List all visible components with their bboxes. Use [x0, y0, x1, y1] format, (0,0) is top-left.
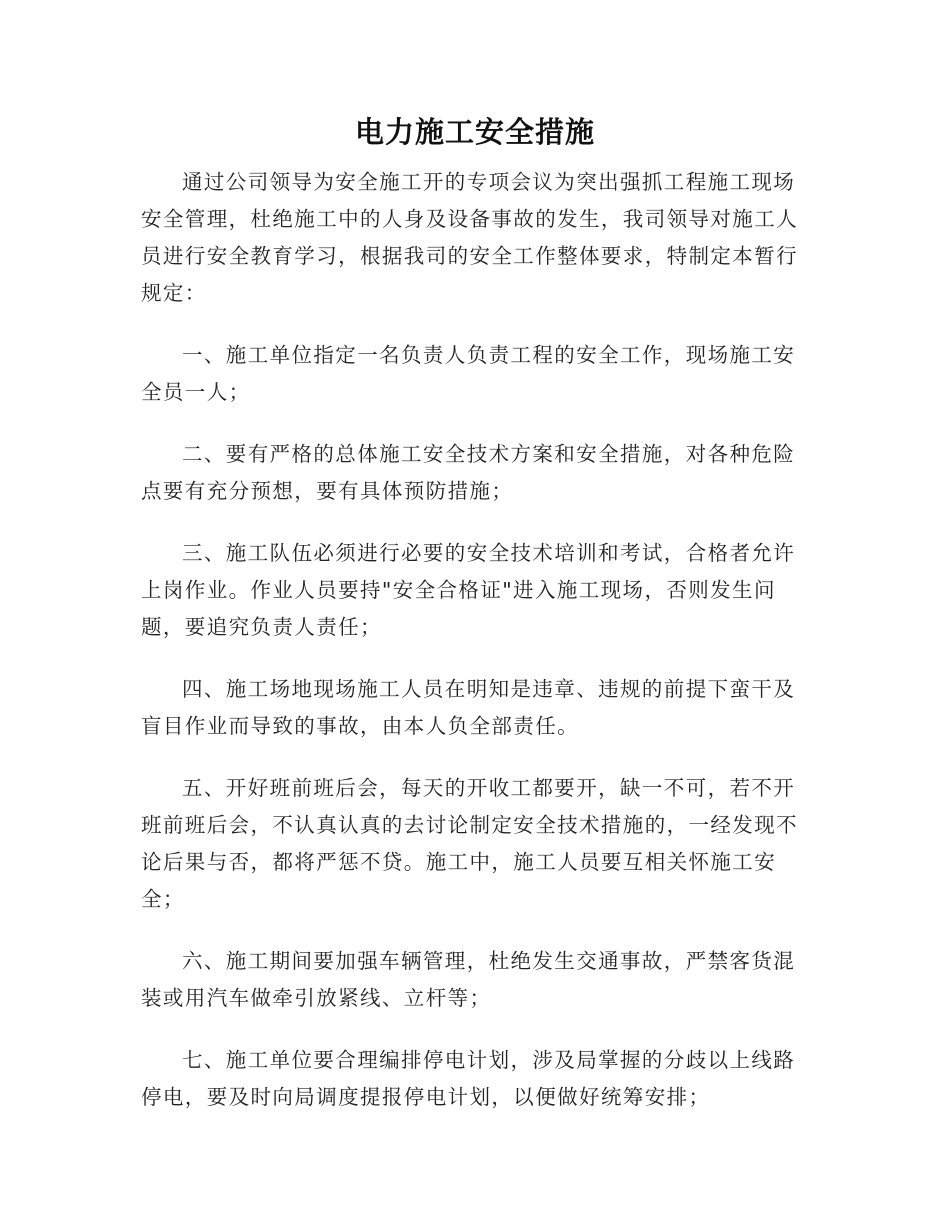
- clause-1-paragraph: 一、施工单位指定一名负责人负责工程的安全工作，现场施工安全员一人；: [141, 343, 796, 404]
- document-body: [141, 164, 803, 1141]
- clause-3-paragraph: 三、施工队伍必须进行必要的安全技术培训和考试，合格者允许上岗作业。作业人员要持"安全合格证"进入施工现场，否则发生问题，要追究负责人责任；: [141, 541, 796, 639]
- intro-paragraph: 通过公司领导为安全施工开的专项会议为突出强抓工程施工现场安全管理，杜绝施工中的人身及设备事故的发生，我司领导对施工人员进行安全教育学习，根据我司的安全工作整体要求，特制定本暂行规定：: [141, 170, 798, 305]
- document-title: 电力施工安全措施: [354, 115, 595, 149]
- clause-5-paragraph: 五、开好班前班后会，每天的开收工都要开，缺一不可，若不开班前班后会，不认真认真的去讨论制定安全技术措施的，一经发现不论后果与否，都将严惩不贷。施工中，施工人员要互相关怀施工安全；: [141, 776, 798, 911]
- clause-2-paragraph: 二、要有严格的总体施工安全技术方案和安全措施，对各种危险点要有充分预想，要有具体预防措施；: [141, 442, 796, 503]
- clause-6-paragraph: 六、施工期间要加强车辆管理，杜绝发生交通事故，严禁客货混装或用汽车做牵引放紧线、立杆等；: [141, 949, 796, 1010]
- clause-4-paragraph: 四、施工场地现场施工人员在明知是违章、违规的前提下蛮干及盲目作业而导致的事故，由本人负全部责任。: [141, 677, 796, 738]
- clause-7-paragraph: 七、施工单位要合理编排停电计划，涉及局掌握的分歧以上线路停电，要及时向局调度提报停电计划，以便做好统筹安排；: [141, 1048, 796, 1109]
